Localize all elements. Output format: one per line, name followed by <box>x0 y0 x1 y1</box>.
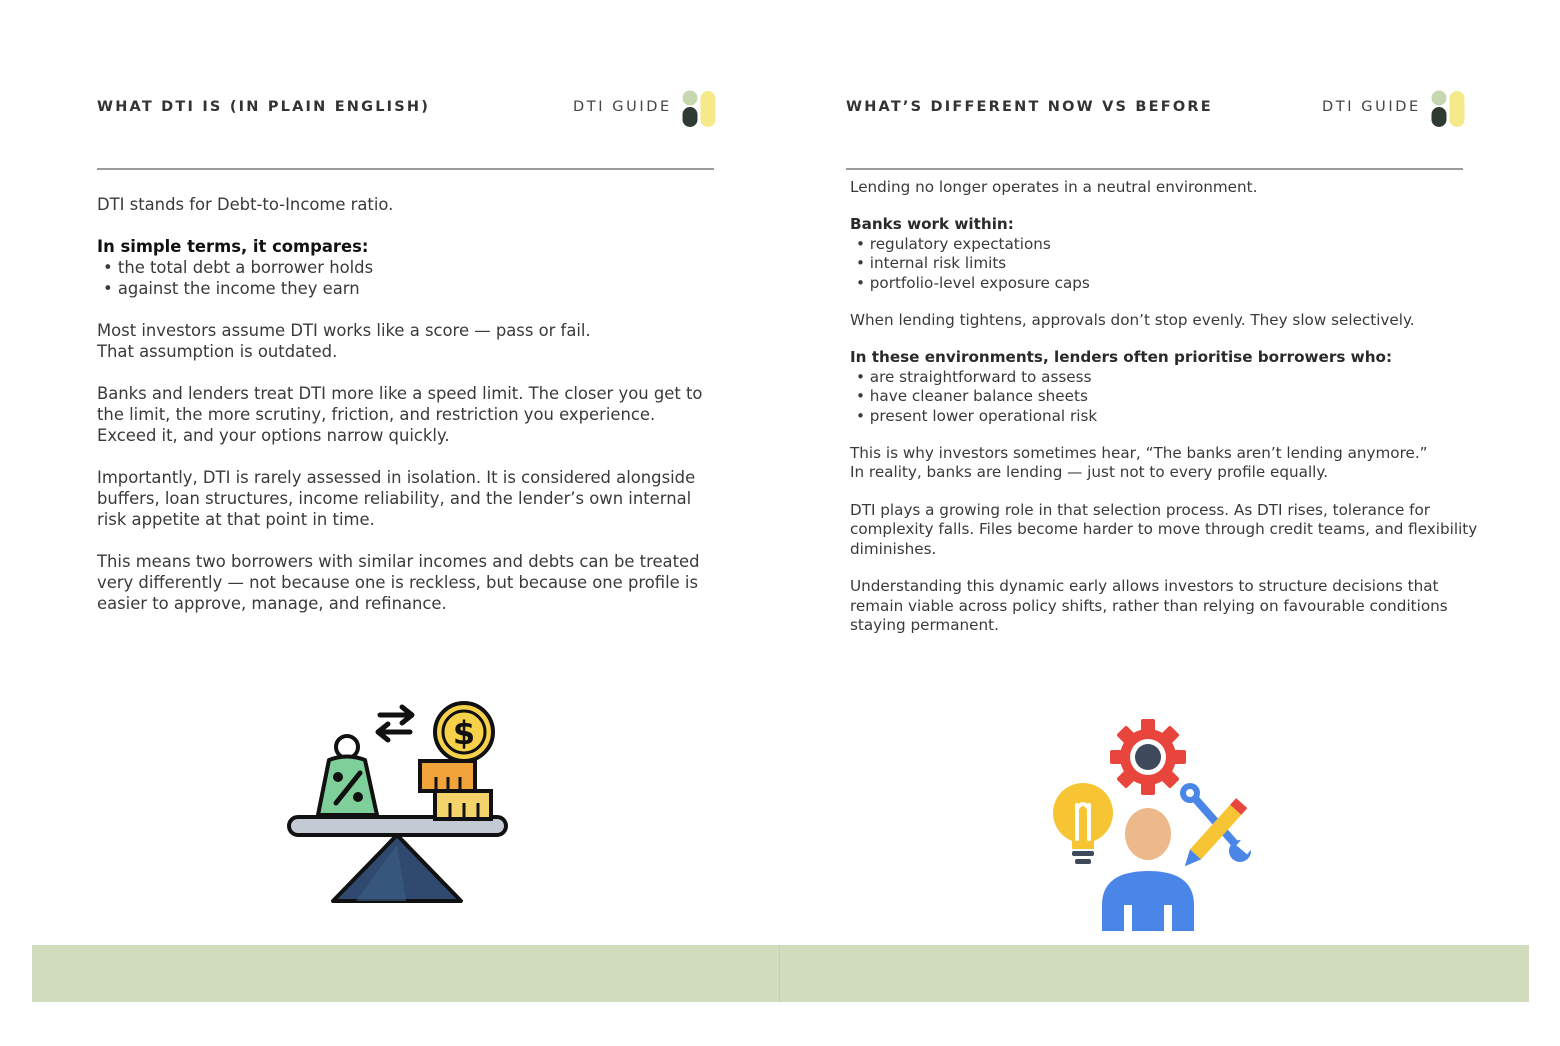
guide-label: DTI GUIDE <box>1322 99 1421 115</box>
list-item: • regulatory expectations <box>850 235 1490 254</box>
dti-logo-icon <box>1430 90 1466 128</box>
list-item: • have cleaner balance sheets <box>850 387 1490 406</box>
hear-line-2: In reality, banks are lending — just not to every profile equally. <box>850 463 1329 482</box>
prioritise-list <box>850 368 1490 426</box>
hear-paragraph <box>850 444 1490 483</box>
left-body <box>97 194 717 635</box>
list-item: • against the income they earn <box>97 278 717 299</box>
score-line-1: Most investors assume DTI works like a score — pass or fail. <box>97 321 591 340</box>
list-item: • present lower operational risk <box>850 407 1490 426</box>
banks-section <box>850 215 1490 293</box>
right-page <box>780 0 1560 1046</box>
list-item: • portfolio-level exposure caps <box>850 274 1490 293</box>
score-line-2: That assumption is outdated. <box>97 342 338 361</box>
footer-band <box>32 945 1529 1002</box>
hear-line-1: This is why investors sometimes hear, “The banks aren’t lending anymore.” <box>850 444 1428 463</box>
borrowers-paragraph: This means two borrowers with similar incomes and debts can be treated very differently — not because one is reckless, but because one profile is easier to approve, manage, and refinance. <box>97 552 700 613</box>
header-divider <box>97 168 714 170</box>
page-title: WHAT’S DIFFERENT NOW VS BEFORE <box>846 99 1213 115</box>
intro-text: Lending no longer operates in a neutral environment. <box>850 178 1258 196</box>
selection-paragraph: DTI plays a growing role in that selection process. As DTI rises, tolerance for complexity falls. Files become harder to move through credit teams, and flexibility diminishes. <box>850 500 1478 558</box>
list-item: • internal risk limits <box>850 254 1490 273</box>
prioritise-heading: In these environments, lenders often prioritise borrowers who: <box>850 348 1393 367</box>
list-item: • the total debt a borrower holds <box>97 257 717 278</box>
page-title: WHAT DTI IS (IN PLAIN ENGLISH) <box>97 99 431 115</box>
compares-list <box>97 257 717 299</box>
list-item: • are straightforward to assess <box>850 368 1490 387</box>
page-divider <box>779 945 780 1002</box>
score-paragraph <box>97 320 717 362</box>
guide-label: DTI GUIDE <box>573 99 672 115</box>
header-divider <box>846 168 1463 170</box>
compares-heading: In simple terms, it compares: <box>97 237 369 256</box>
intro-text: DTI stands for Debt-to-Income ratio. <box>97 195 394 214</box>
svg-text:$: $ <box>452 714 476 752</box>
speed-limit-paragraph: Banks and lenders treat DTI more like a speed limit. The closer you get to the limit, the more scrutiny, friction, and restriction you experience. Exceed it, and your options narrow quickly. <box>97 384 703 445</box>
banks-list <box>850 235 1490 293</box>
person-gear-lightbulb-icon <box>1050 713 1265 933</box>
tightens-paragraph: When lending tightens, approvals don’t stop evenly. They slow selectively. <box>850 311 1415 330</box>
right-body <box>850 178 1490 653</box>
dti-logo-icon <box>681 90 717 128</box>
isolation-paragraph: Importantly, DTI is rarely assessed in isolation. It is considered alongside buffers, loan structures, income reliability, and the lender’s own internal risk appetite at that point in time. <box>97 468 696 529</box>
prioritise-section <box>850 348 1490 426</box>
banks-heading: Banks work within: <box>850 215 1014 234</box>
understanding-paragraph: Understanding this dynamic early allows investors to structure decisions that remain viable across policy shifts, rather than relying on favourable conditions staying permanent. <box>850 577 1448 634</box>
compares-section <box>97 236 717 299</box>
balance-scale-icon <box>280 695 515 910</box>
